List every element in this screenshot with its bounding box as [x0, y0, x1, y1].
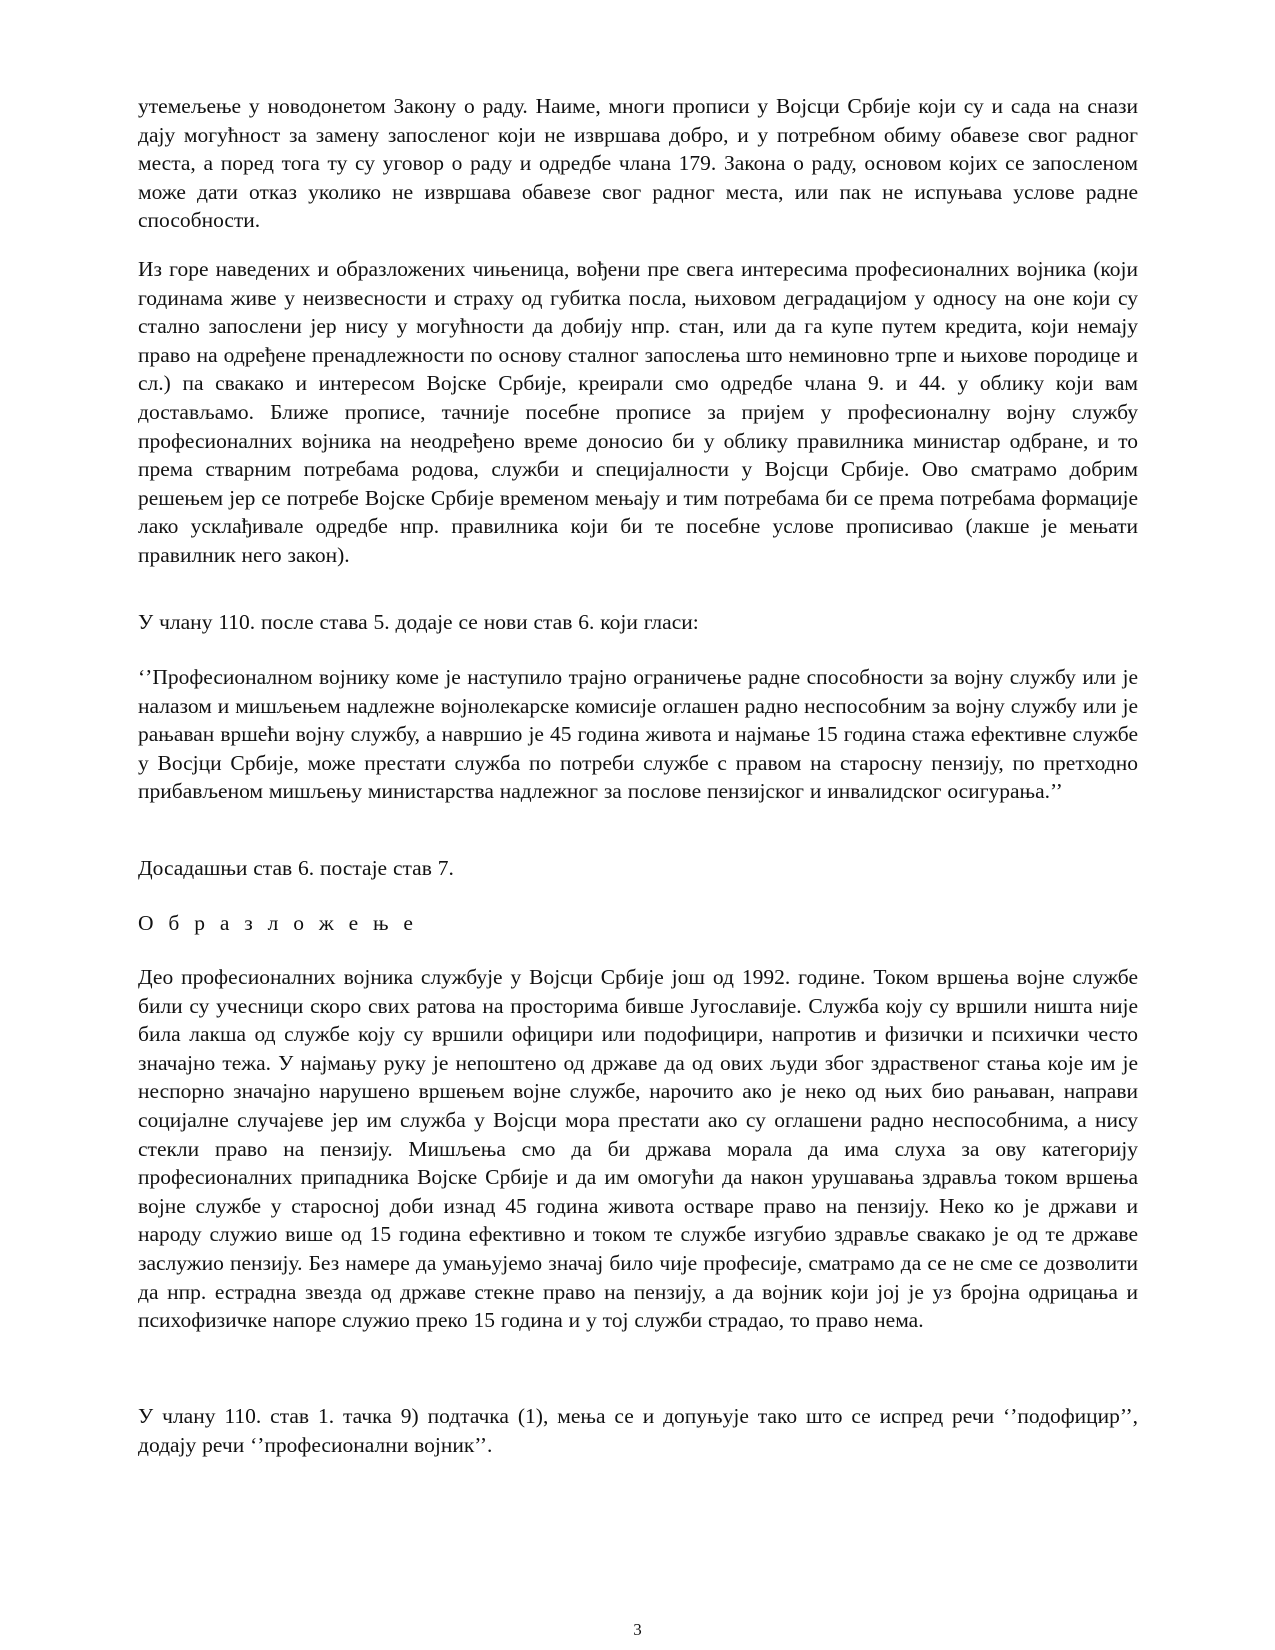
paragraph-explanation: Део професионалних војника службује у Војсци Србије још од 1992. године. Током вршења војне службе били су учесници скоро свих ратова на просторима бивше Југославије. Служба коју су вршили ништа није била лакша од службе коју су вршили официри или подофицири, напротив и физички и психички често значајно тежа. У најмању руку је непоштено од државе да од ових људи због здраственог стања које им је неспорно значајно нарушено вршењем војне службе, нарочито ако је неко од њих био рањаван, направи социјалне случајеве јер им служба у Војсци мора престати ако су оглашени радно неспособнима, а нису стекли право на пензију. Мишљења смо да би држава морала да има слуха за ову категорију професионалних припадника Војске Србије и да им омогући да након урушавања здравља током вршења војне службе у старосној доби изнад 45 година живота остваре право на пензију. Неко ко је држави и народу служио више од 15 година ефективно и током те службе изгубио здравље свакако је од те државе заслужио пензију. Без намере да умањујемо значај било чије професије, сматрамо да се не сме се дозволити да нпр. естрадна звезда од државе стекне право на пензију, а да војник који јој је уз бројна одрицања и психофизичке напоре служио преко 15 година и у тој служби страдао, то право нема. [138, 965, 1138, 1333]
page-number: 3 [633, 1620, 642, 1639]
paragraph-final-amendment: У члану 110. став 1. тачка 9) подтачка (1), мења се и допуњује тако што се испред речи ‘’подофицир’’, додају речи ‘’професионални војник’’. [138, 1404, 1138, 1457]
paragraph-employment-basis: утемељење у новодонетом Закону о раду. Наиме, многи прописи у Војсци Србије који су и сада на снази дају могућност за замену запосленог који не извршава добро, и у потребном обиму обавезе свог радног места, а поред тога ту су уговор о раду и одредбе члана 179. Закона о раду, основом којих се запосленом може дати отказ уколико не извршава обавезе свог радног места, или пак не испуњава услове радне способности. [138, 94, 1138, 233]
document-page [138, 92, 1138, 1552]
section-heading-explanation: О б р а з л о ж е њ е [138, 911, 418, 935]
paragraph-quoted-provision: ‘’Професионалном војнику коме је наступило трајно ограничење радне способности за војну службу или је налазом и мишљењем надлежне војнолекарске комисије оглашен радно неспособним за војну службу или је рањаван вршећи војну службу, а навршио је 45 година живота и најмање 15 година стажа ефективне службе у Восјци Србије, може престати служба по потреби службе с правом на старосну пензију, по претходно прибављеном мишљењу министарства надлежног за послове пензијског и инвалидског осигурања.’’ [138, 665, 1138, 804]
paragraph-reasons: Из горе наведених и образложених чињеница, вођени пре свега интересима професионалних војника (који годинама живе у неизвесности и страху од губитка посла, њиховом деградацијом у односу на оне који су стално запослени јер нису у могућности да добију нпр. стан, или да га купе путем кредита, који немају право на одређене пренадлежности по основу сталног запослења што неминовно трпе и њихове породице и сл.) па свакако и интересом Војске Србије, креирали смо одредбе члана 9. и 44. у облику који вам достављамо. Ближе прописе, тачније посебне прописе за пријем у професионалну војну службу професионалних војника на неодређено време доносио би у облику правилника министар одбране, и то према стварним потребама родова, служби и специјалности у Војсци Србије. Ово сматрамо добрим решењем јер се потребе Војске Србије временом мењају и тим потребама би се према потребама формације лако усклађивале одредбе нпр. правилника који би те посебне услове прописивао (лакше је мењати правилник него закон). [138, 257, 1138, 567]
paragraph-amendment-intro: У члану 110. после става 5. додаје се нови став 6. који гласи: [138, 610, 699, 634]
paragraph-renumbering: Досадашњи став 6. постаје став 7. [138, 856, 454, 880]
